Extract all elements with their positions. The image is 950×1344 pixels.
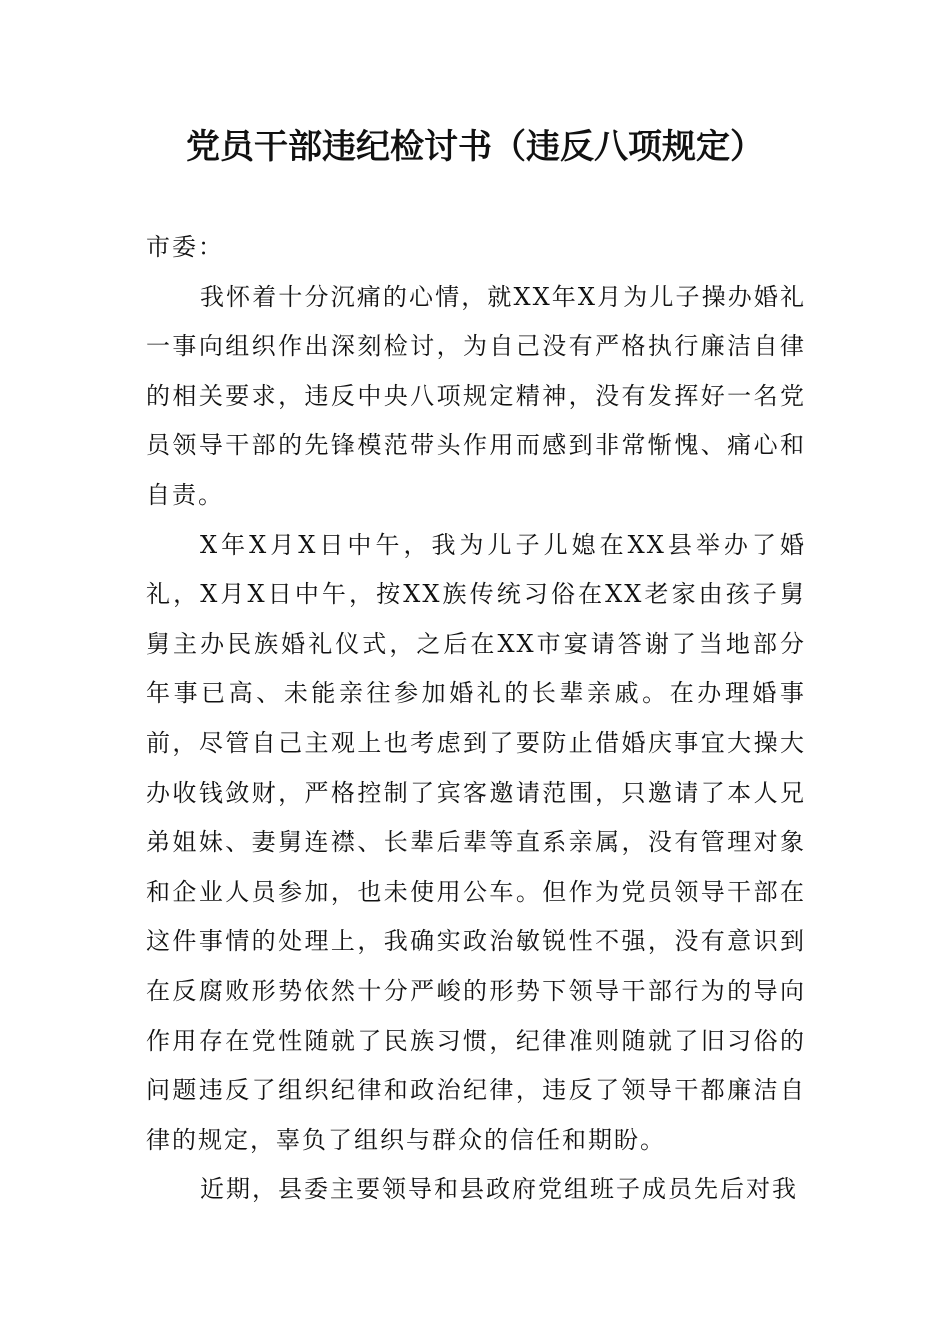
paragraph-1: 我怀着十分沉痛的心情，就XX年X月为儿子操办婚礼一事向组织作出深刻检讨，为自己没有严格执行廉洁自律的相关要求，违反中央八项规定精神，没有发挥好一名党员领导干部的先锋模范带头作用而感到非常惭愧、痛心和自责。 — [146, 282, 806, 509]
document-title: 党员干部违纪检讨书（违反八项规定） — [186, 127, 764, 167]
paragraph-3: 近期，县委主要领导和县政府党组班子成员先后对我 — [200, 1175, 798, 1204]
document-body — [146, 223, 806, 1215]
paragraph-2: X年X月X日中午，我为儿子儿媳在XX县举办了婚礼，X月X日中午，按XX族传统习俗在XX老家由孩子舅舅主办民族婚礼仪式，之后在XX市宴请答谢了当地部分年事已高、未能亲往参加婚礼的长辈亲戚。在办理婚事前，尽管自己主观上也考虑到了要防止借婚庆事宜大操大办收钱敛财，严格控制了宾客邀请范围，只邀请了本人兄弟姐妹、妻舅连襟、长辈后辈等直系亲属，没有管理对象和企业人员参加，也未使用公车。但作为党员领导干部在这件事情的处理上，我确实政治敏锐性不强，没有意识到在反腐败形势依然十分严峻的形势下领导干部行为的导向作用存在党性随就了民族习惯，纪律准则随就了旧习俗的问题违反了组织纪律和政治纪律，违反了领导干都廉洁自律的规定，辜负了组织与群众的信任和期盼。 — [146, 530, 806, 1154]
salutation: 市委： — [146, 233, 224, 261]
